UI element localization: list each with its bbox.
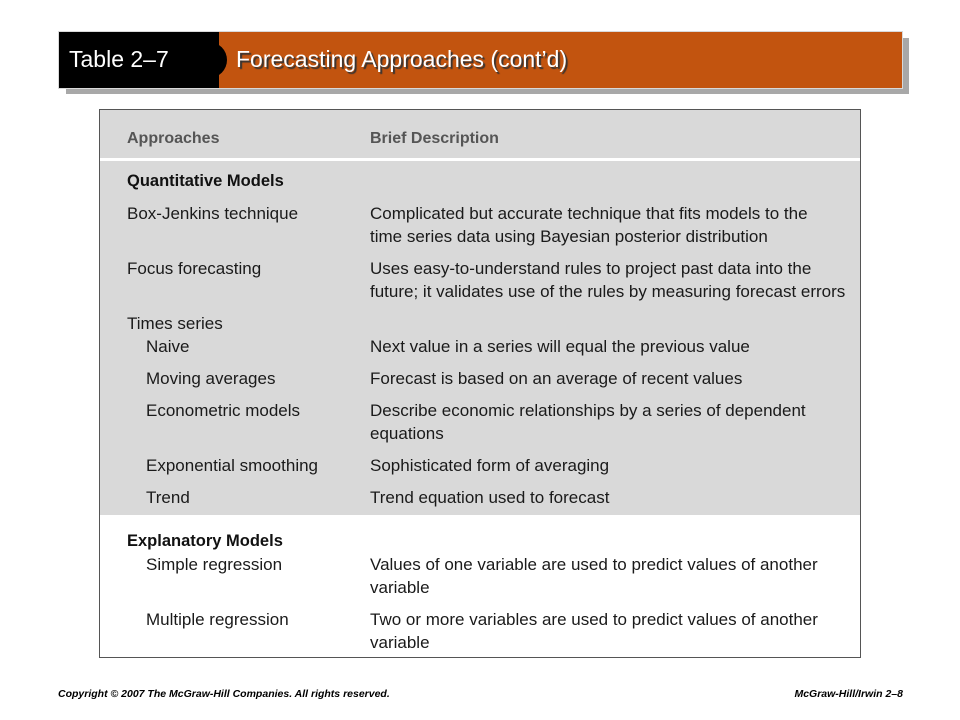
header-divider — [100, 158, 860, 161]
desc-multiple-regression-line1: Two or more variables are used to predict values of another — [370, 610, 818, 629]
desc-box-jenkins-line1: Complicated but accurate technique that fits models to the — [370, 204, 808, 223]
desc-box-jenkins-line2: time series data using Bayesian posterior distribution — [370, 227, 768, 246]
table-number: Table 2–7 — [69, 46, 169, 72]
approach-exponential-smoothing: Exponential smoothing — [146, 456, 319, 475]
desc-multiple-regression-line2: variable — [370, 633, 430, 652]
approach-moving-averages: Moving averages — [146, 369, 276, 388]
approach-trend: Trend — [146, 488, 190, 507]
desc-econometric-line2: equations — [370, 424, 444, 443]
approach-simple-regression: Simple regression — [146, 555, 283, 574]
desc-focus-line1: Uses easy-to-understand rules to project past data into the — [370, 259, 812, 278]
desc-focus-line2: future; it validates use of the rules by measuring forecast errors — [370, 282, 846, 301]
desc-exponential-smoothing: Sophisticated form of averaging — [370, 456, 610, 475]
approach-econometric: Econometric models — [146, 401, 301, 420]
section-explanatory: Explanatory Models — [127, 532, 283, 550]
header-description: Brief Description — [370, 130, 499, 147]
desc-econometric-line1: Describe economic relationships by a series of dependent — [370, 401, 806, 420]
section-quantitative: Quantitative Models — [127, 172, 284, 190]
forecasting-approaches-table — [99, 109, 861, 658]
publisher-page-number: McGraw-Hill/Irwin 2–8 — [794, 688, 903, 700]
desc-simple-regression-line1: Values of one variable are used to predict values of another — [370, 555, 818, 574]
header-approaches: Approaches — [127, 130, 220, 147]
desc-trend: Trend equation used to forecast — [370, 488, 610, 507]
slide-title: Forecasting Approaches (cont’d) — [236, 46, 568, 72]
title-banner — [58, 31, 903, 89]
approach-times-series: Times series — [127, 314, 223, 333]
approach-multiple-regression: Multiple regression — [146, 610, 289, 629]
copyright-notice: Copyright © 2007 The McGraw-Hill Companies. All rights reserved. — [58, 688, 390, 700]
desc-moving-averages: Forecast is based on an average of recent values — [370, 369, 743, 388]
desc-simple-regression-line2: variable — [370, 578, 430, 597]
approach-focus-forecasting: Focus forecasting — [127, 259, 262, 278]
approach-box-jenkins: Box-Jenkins technique — [127, 204, 299, 223]
banner-notch — [205, 42, 227, 78]
approach-naive: Naive — [146, 337, 190, 356]
desc-naive: Next value in a series will equal the previous value — [370, 337, 750, 356]
